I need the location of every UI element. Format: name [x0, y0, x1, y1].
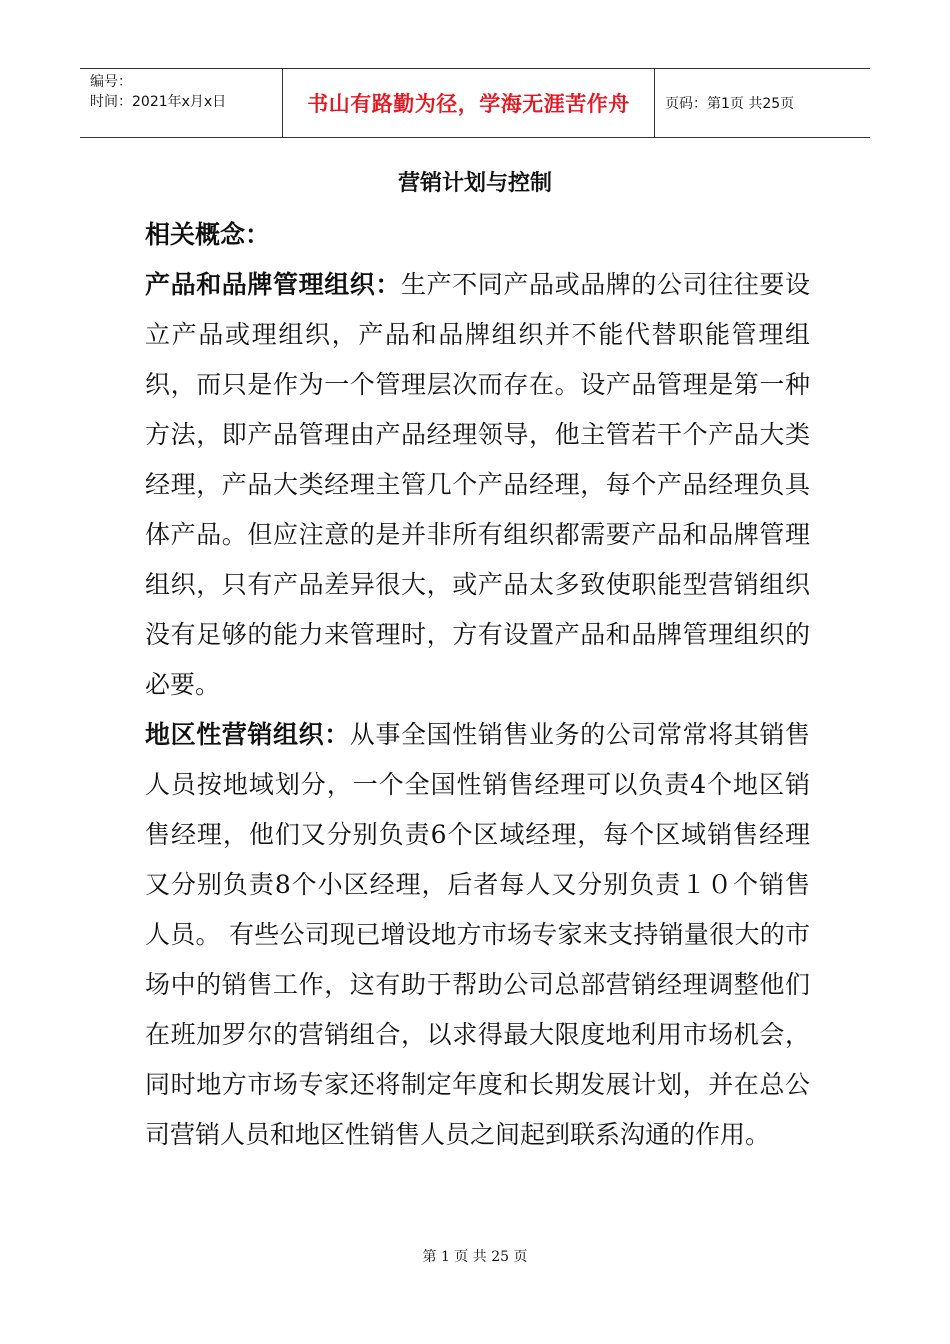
paragraph-lead: 地区性营销组织： — [145, 720, 350, 749]
paragraph-lead: 产品和品牌管理组织： — [145, 270, 401, 299]
header-page-info: 页码：第1页 共25页 — [665, 96, 795, 112]
paragraph-regional-marketing-organization — [145, 710, 810, 1160]
document-date: 时间：2021年x月x日 — [90, 94, 227, 110]
paragraph-text: 生产不同产品或品牌的公司往往要设立产品或理组织，产品和品牌组织并不能代替职能管理组织，而只是作为一个管理层次而存在。设产品管理是第一种方法，即产品管理由产品经理领导，他主管若干个产品大类经理，产品大类经理主管几个产品经理，每个产品经理负具体产品。但应注意的是并非所有组织都需要产品和品牌管理组织，只有产品差异很大，或产品太多致使职能型营销组织没有足够的能力来管理时，方有设置产品和品牌管理组织的必要。 — [145, 270, 810, 699]
page-footer: 第 1 页 共 25 页 — [422, 1249, 528, 1265]
section-heading: 相关概念： — [145, 220, 271, 249]
document-number-label: 编号： — [90, 74, 132, 90]
paragraph-product-brand-organization — [145, 260, 810, 710]
header-meta-cell — [80, 69, 283, 137]
page-header — [80, 68, 870, 138]
header-motto: 书山有路勤为径，学海无涯苦作舟 — [283, 69, 655, 137]
document-title: 营销计划与控制 — [397, 171, 552, 196]
paragraph-text: 从事全国性销售业务的公司常常将其销售人员按地域划分，一个全国性销售经理可以负责4个地区销售经理，他们又分别负责6个区域经理，每个区域销售经理又分别负责8个小区经理，后者每人又分别负责１０个销售人员。 有些公司现已增设地方市场专家来支持销量很大的市场中的销售工作，这有助于帮助公司总部营销经理调整他们在班加罗尔的营销组合，以求得最大限度地利用市场机会，同时地方市场专家还将制定年度和长期发展计划，并在总公司营销人员和地区性销售人员之间起到联系沟通的作用。 — [145, 720, 810, 1149]
document-body — [145, 210, 810, 1160]
